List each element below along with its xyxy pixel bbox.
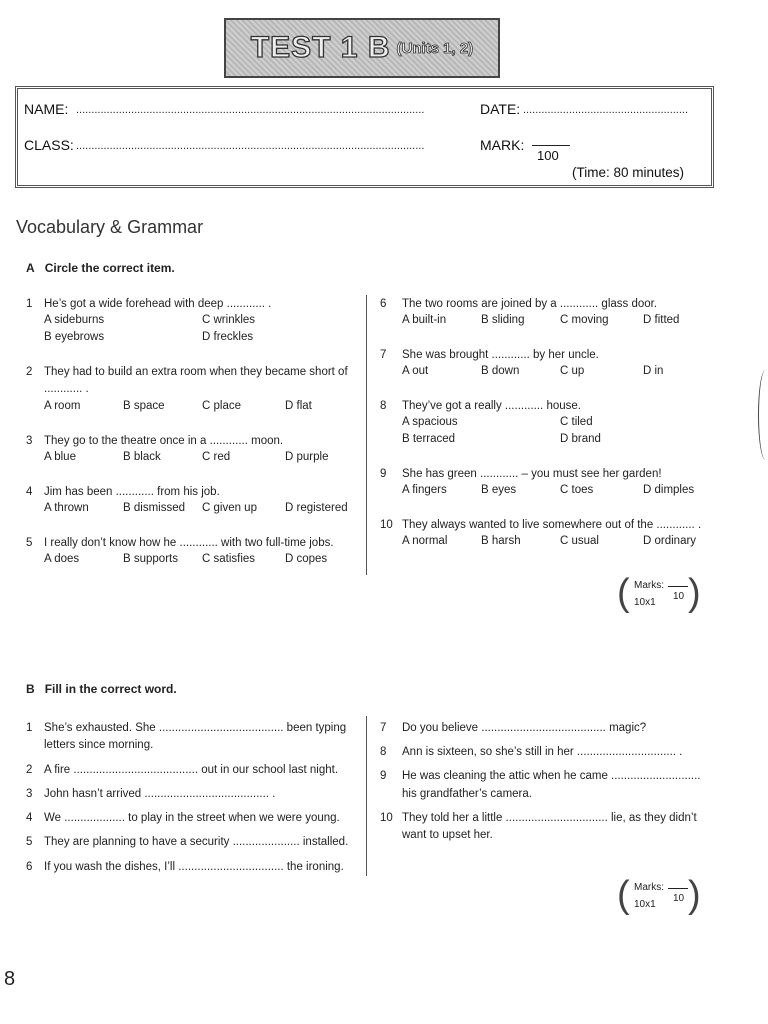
option-a10-d[interactable]: D ordinary [643,535,697,547]
option-a6-d[interactable]: D fitted [643,314,680,326]
marks-a-label: Marks: [634,580,664,591]
option-a3-c[interactable]: C red [202,451,231,463]
question-a3: 3 They go to the theatre once in a ............ moon. [26,435,284,447]
option-a9-c[interactable]: C toes [560,484,594,496]
option-a5-d[interactable]: D copes [285,553,328,565]
option-a1-b[interactable]: B eyebrows [44,331,105,343]
marks-a-right-paren: ) [688,572,701,614]
marks-b-right-paren: ) [688,874,701,916]
question-a5: 5 I really don’t know how he ............ with two full-time jobs. [26,537,334,549]
question-b8: 8 Ann is sixteen, so she’s still in her ............................... . [380,746,683,758]
option-a8-c[interactable]: C tiled [560,416,593,428]
marks-b-line [668,888,688,889]
option-a8-d[interactable]: D brand [560,433,601,445]
option-a3-d[interactable]: D purple [285,451,329,463]
question-b5: 5 They are planning to have a security ..................... installed. [26,836,349,848]
test-title-banner [224,18,500,78]
option-a4-a[interactable]: A thrown [44,502,89,514]
option-a10-c[interactable]: C usual [560,535,599,547]
date-label: DATE: [480,101,521,117]
part-a-heading [26,261,175,275]
question-b6: 6 If you wash the dishes, I’ll ................................. the ironing. [26,861,344,873]
class-label: CLASS: [24,137,74,153]
option-a7-d[interactable]: D in [643,365,664,377]
option-a9-a[interactable]: A fingers [402,484,447,496]
question-a4: 4 Jim has been ............ from his job. [26,486,220,498]
question-a1: 1 He’s got a wide forehead with deep ............ . [26,298,272,310]
question-a2: 2 They had to build an extra room when they became short of [26,366,348,378]
option-a2-a[interactable]: A room [44,400,81,412]
marks-a-total: 10 [673,591,685,602]
question-b1: 1 She’s exhausted. She ....................................... been typing [26,722,347,734]
option-a7-a[interactable]: A out [402,365,429,377]
option-a9-b[interactable]: B eyes [481,484,517,496]
page-number: 8 [4,968,16,990]
question-b10-cont: want to upset her. [402,829,493,841]
date-field[interactable]: ...................................................... [523,104,689,116]
marks-b-left-paren: ( [617,874,630,916]
option-a9-d[interactable]: D dimples [643,484,695,496]
scan-edge-mark [758,370,768,460]
option-a7-c[interactable]: C up [560,365,585,377]
option-a6-c[interactable]: C moving [560,314,609,326]
marks-a-calc: 10x1 [634,597,656,608]
option-a6-a[interactable]: A built-in [402,314,447,326]
option-a5-c[interactable]: C satisfies [202,553,256,565]
option-a3-b[interactable]: B black [123,451,161,463]
option-a8-a[interactable]: A spacious [402,416,458,428]
name-field[interactable]: .................................................................................................................. [76,104,425,116]
mark-fraction-line [532,145,570,146]
option-a4-c[interactable]: C given up [202,502,257,514]
mark-label: MARK: [480,137,525,153]
question-a8: 8 They’ve got a really ............ house. [380,400,581,412]
option-a4-d[interactable]: D registered [285,502,348,514]
mark-total: 100 [537,148,559,163]
question-a7: 7 She was brought ............ by her uncle. [380,349,599,361]
question-a9: 9 She has green ............ – you must see her garden! [380,468,662,480]
option-a1-c[interactable]: C wrinkles [202,314,256,326]
question-b9: 9 He was cleaning the attic when he came ............................ [380,770,701,782]
option-a1-d[interactable]: D freckles [202,331,254,343]
option-a10-b[interactable]: B harsh [481,535,521,547]
time-limit: (Time: 80 minutes) [572,165,685,180]
option-a2-d[interactable]: D flat [285,400,312,412]
test-units: (Units 1, 2) [396,39,474,57]
option-a10-a[interactable]: A normal [402,535,448,547]
question-a10: 10 They always wanted to live somewhere out of the ............ . [380,519,702,531]
test-title: TEST 1 B [250,31,391,64]
name-label: NAME: [24,101,69,117]
class-field[interactable]: .................................................................................................................. [76,140,425,152]
part-a-instruction: Circle the correct item. [44,261,175,275]
part-b-divider [366,716,367,876]
question-a6: 6 The two rooms are joined by a ............ glass door. [380,298,658,310]
option-a5-a[interactable]: A does [44,553,80,565]
marks-a-line [668,586,688,587]
part-b-heading [26,682,177,696]
option-a7-b[interactable]: B down [481,365,520,377]
question-a2-cont: ............ . [44,383,89,395]
part-a-divider [366,295,367,575]
option-a2-b[interactable]: B space [123,400,165,412]
question-b1-cont: letters since morning. [44,739,154,751]
question-b7: 7 Do you believe ....................................... magic? [380,722,647,734]
marks-b-label: Marks: [634,882,664,893]
option-a2-c[interactable]: C place [202,400,241,412]
option-a3-a[interactable]: A blue [44,451,76,463]
marks-a-left-paren: ( [617,572,630,614]
option-a5-b[interactable]: B supports [123,553,178,565]
part-a-letter: A [26,261,35,275]
option-a6-b[interactable]: B sliding [481,314,525,326]
marks-b-calc: 10x1 [634,899,656,910]
question-b2: 2 A fire ....................................... out in our school last night. [26,764,339,776]
question-b10: 10 They told her a little ................................ lie, as they didn’t [380,812,697,824]
option-a1-a[interactable]: A sideburns [44,314,105,326]
option-a4-b[interactable]: B dismissed [123,502,185,514]
question-b3: 3 John hasn’t arrived ....................................... . [26,788,276,800]
question-b9-cont: his grandfather’s camera. [402,788,532,800]
option-a8-b[interactable]: B terraced [402,433,456,445]
part-b-letter: B [26,682,35,696]
part-b-instruction: Fill in the correct word. [44,682,177,696]
section-title: Vocabulary & Grammar [16,217,204,237]
marks-b-total: 10 [673,893,685,904]
question-b4: 4 We ................... to play in the street when we were young. [26,812,340,824]
